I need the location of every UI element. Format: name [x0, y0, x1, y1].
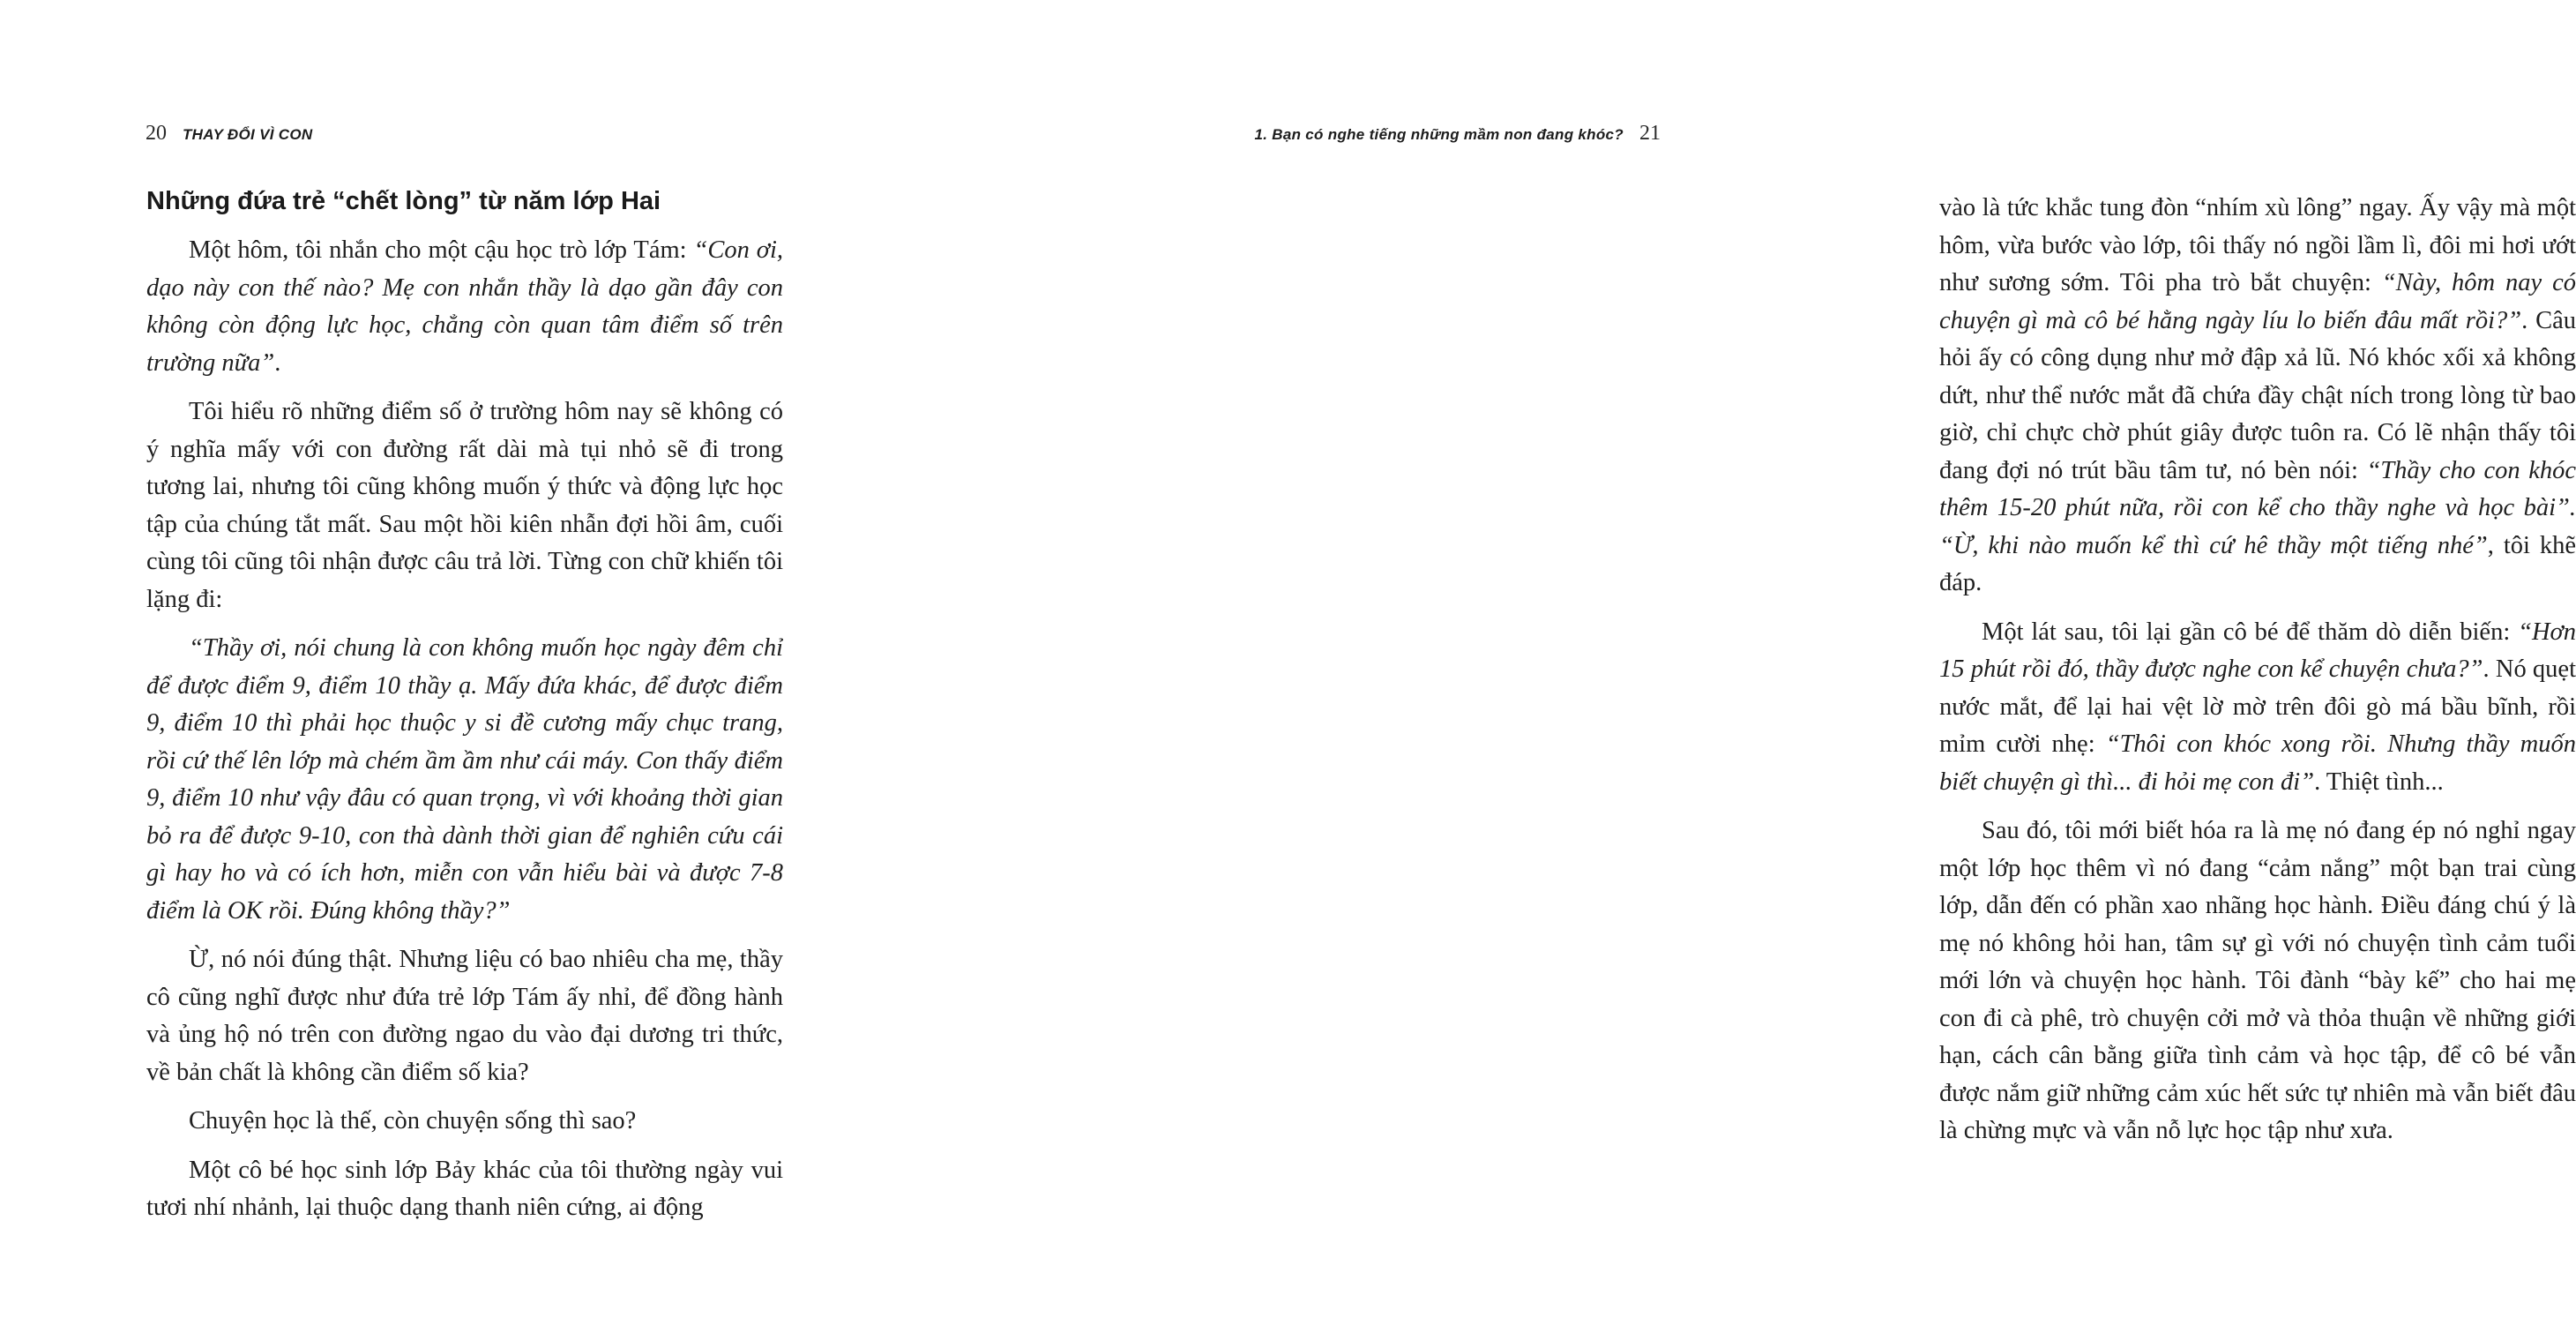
left-running-title: THAY ĐỔI VÌ CON — [183, 126, 313, 143]
paragraph-1-quote: “Con ơi, dạo này con thế nào? Mẹ con nhắn thầy là dạo gần đây con không còn động lực học, chẳng còn quan tâm điểm số trên trường nữa” — [146, 236, 783, 377]
right-page — [903, 0, 2576, 1333]
left-page-header — [146, 121, 312, 147]
right-page-body — [1939, 190, 2576, 1150]
paragraph-continued-c: , tôi khẽ đáp. — [1939, 531, 2576, 596]
paragraph-2: Tôi hiểu rõ những điểm số ở trường hôm nay sẽ không có ý nghĩa mấy với con đường rất dài mà tụi nhỏ sẽ đi trong tương lai, nhưng tôi cũng không muốn ý thức và động lực học tập của chúng tắt mất. Sau một hồi kiên nhẫn đợi hồi âm, cuối cùng tôi cũng tôi nhận được câu trả lời. Từng con chữ khiến tôi lặng đi: — [146, 398, 783, 613]
paragraph-6-c: . Thiệt tình... — [2314, 768, 2444, 796]
paragraph-3: Ừ, nó nói đúng thật. Nhưng liệu có bao nhiêu cha mẹ, thầy cô cũng nghĩ được như đứa trẻ lớp Tám ấy nhỉ, để đồng hành và ủng hộ nó trên con đường ngao du vào đại dương tri thức, về bản chất là không cần điểm số kia? — [146, 946, 783, 1086]
left-page-body — [146, 232, 783, 1227]
paragraph-6-quote-2: “Thôi con khóc xong rồi. Nhưng thầy muốn biết chuyện gì thì... đi hỏi mẹ con đi” — [1939, 730, 2576, 796]
paragraph-continued-b: . Câu hỏi ấy có công dụng như mở đập xả lũ. Nó khóc xối xả không dứt, như thể nước mắt đã chứa đầy chật ních trong lòng từ bao giờ, chỉ chực chờ phút giây được tuôn ra. Có lẽ nhận thấy tôi đang đợi nó trút bầu tâm tư, nó bèn nói: — [1939, 306, 2576, 484]
paragraph-6-b: . Nó quẹt nước mắt, để lại hai vệt lờ mờ trên đôi gò má bầu bĩnh, rồi mỉm cười nhẹ: — [1939, 655, 2576, 758]
paragraph-5: Một cô bé học sinh lớp Bảy khác của tôi thường ngày vui tươi nhí nhảnh, lại thuộc dạng thanh niên cứng, ai động — [146, 1156, 783, 1221]
right-page-header — [1254, 121, 1661, 147]
paragraph-continued-quote-1: “Này, hôm nay có chuyện gì mà cô bé hằng ngày líu lo biến đâu mất rồi?” — [1939, 269, 2576, 334]
section-heading: Những đứa trẻ “chết lòng” từ năm lớp Hai — [146, 187, 661, 215]
paragraph-continued — [1939, 190, 2576, 603]
quote-block: “Thầy ơi, nói chung là con không muốn học ngày đêm chỉ để được điểm 9, điểm 10 thầy ạ. Mấy đứa khác, để được điểm 9, điểm 10 thì phải học thuộc y si đề cương mấy chục trang, rồi cứ thế lên lớp mà chém ầm ầm như cái máy. Con thấy điểm 9, điểm 10 như vậy đâu có quan trọng, vì với khoảng thời gian bỏ ra để được 9-10, con thà dành thời gian để nghiên cứu cái gì hay ho và có ích hơn, miễn con vẫn hiểu bài và được 7-8 điểm là OK rồi. Đúng không thầy?” — [146, 634, 783, 925]
paragraph-6-a: Một lát sau, tôi lại gần cô bé để thăm dò diễn biến: — [1982, 618, 2519, 646]
paragraph-1 — [146, 232, 783, 382]
paragraph-6 — [1939, 614, 2576, 802]
paragraph-1-end: . — [274, 348, 281, 377]
paragraph-1-text: Một hôm, tôi nhắn cho một cậu học trò lớp Tám: — [189, 236, 694, 264]
right-page-number: 21 — [1639, 122, 1661, 145]
paragraph-4: Chuyện học là thế, còn chuyện sống thì sao? — [189, 1107, 637, 1135]
left-page-number: 20 — [146, 122, 167, 145]
paragraph-6-quote-1: “Hơn 15 phút rồi đó, thầy được nghe con kể chuyện chưa?” — [1939, 618, 2576, 683]
right-running-title: 1. Bạn có nghe tiếng những mầm non đang khóc? — [1254, 126, 1624, 143]
left-page — [0, 0, 903, 1333]
paragraph-continued-a: vào là tức khắc tung đòn “nhím xù lông” ngay. Ấy vậy mà một hôm, vừa bước vào lớp, tôi thấy nó ngồi lầm lì, đôi mi hơi ướt như sương sớm. Tôi pha trò bắt chuyện: — [1939, 194, 2576, 296]
paragraph-continued-quote-2: “Thầy cho con khóc thêm 15-20 phút nữa, rồi con kể cho thầy nghe và học bài”. “Ừ, khi nào muốn kể thì cứ hê thầy một tiếng nhé” — [1939, 456, 2576, 559]
paragraph-7: Sau đó, tôi mới biết hóa ra là mẹ nó đang ép nó nghỉ ngay một lớp học thêm vì nó đang “cảm nắng” một bạn trai cùng lớp, dẫn đến có phần xao nhãng học hành. Điều đáng chú ý là mẹ nó không hỏi han, tâm sự gì với nó chuyện tình cảm tuổi mới lớn và chuyện học hành. Tôi đành “bày kế” cho hai mẹ con đi cà phê, trò chuyện cởi mở và thỏa thuận về những giới hạn, cách cân bằng giữa tình cảm và học tập, để cô bé vẫn được nắm giữ những cảm xúc hết sức tự nhiên mà vẫn biết đâu là chừng mực và vẫn nỗ lực học tập như xưa. — [1939, 817, 2576, 1144]
